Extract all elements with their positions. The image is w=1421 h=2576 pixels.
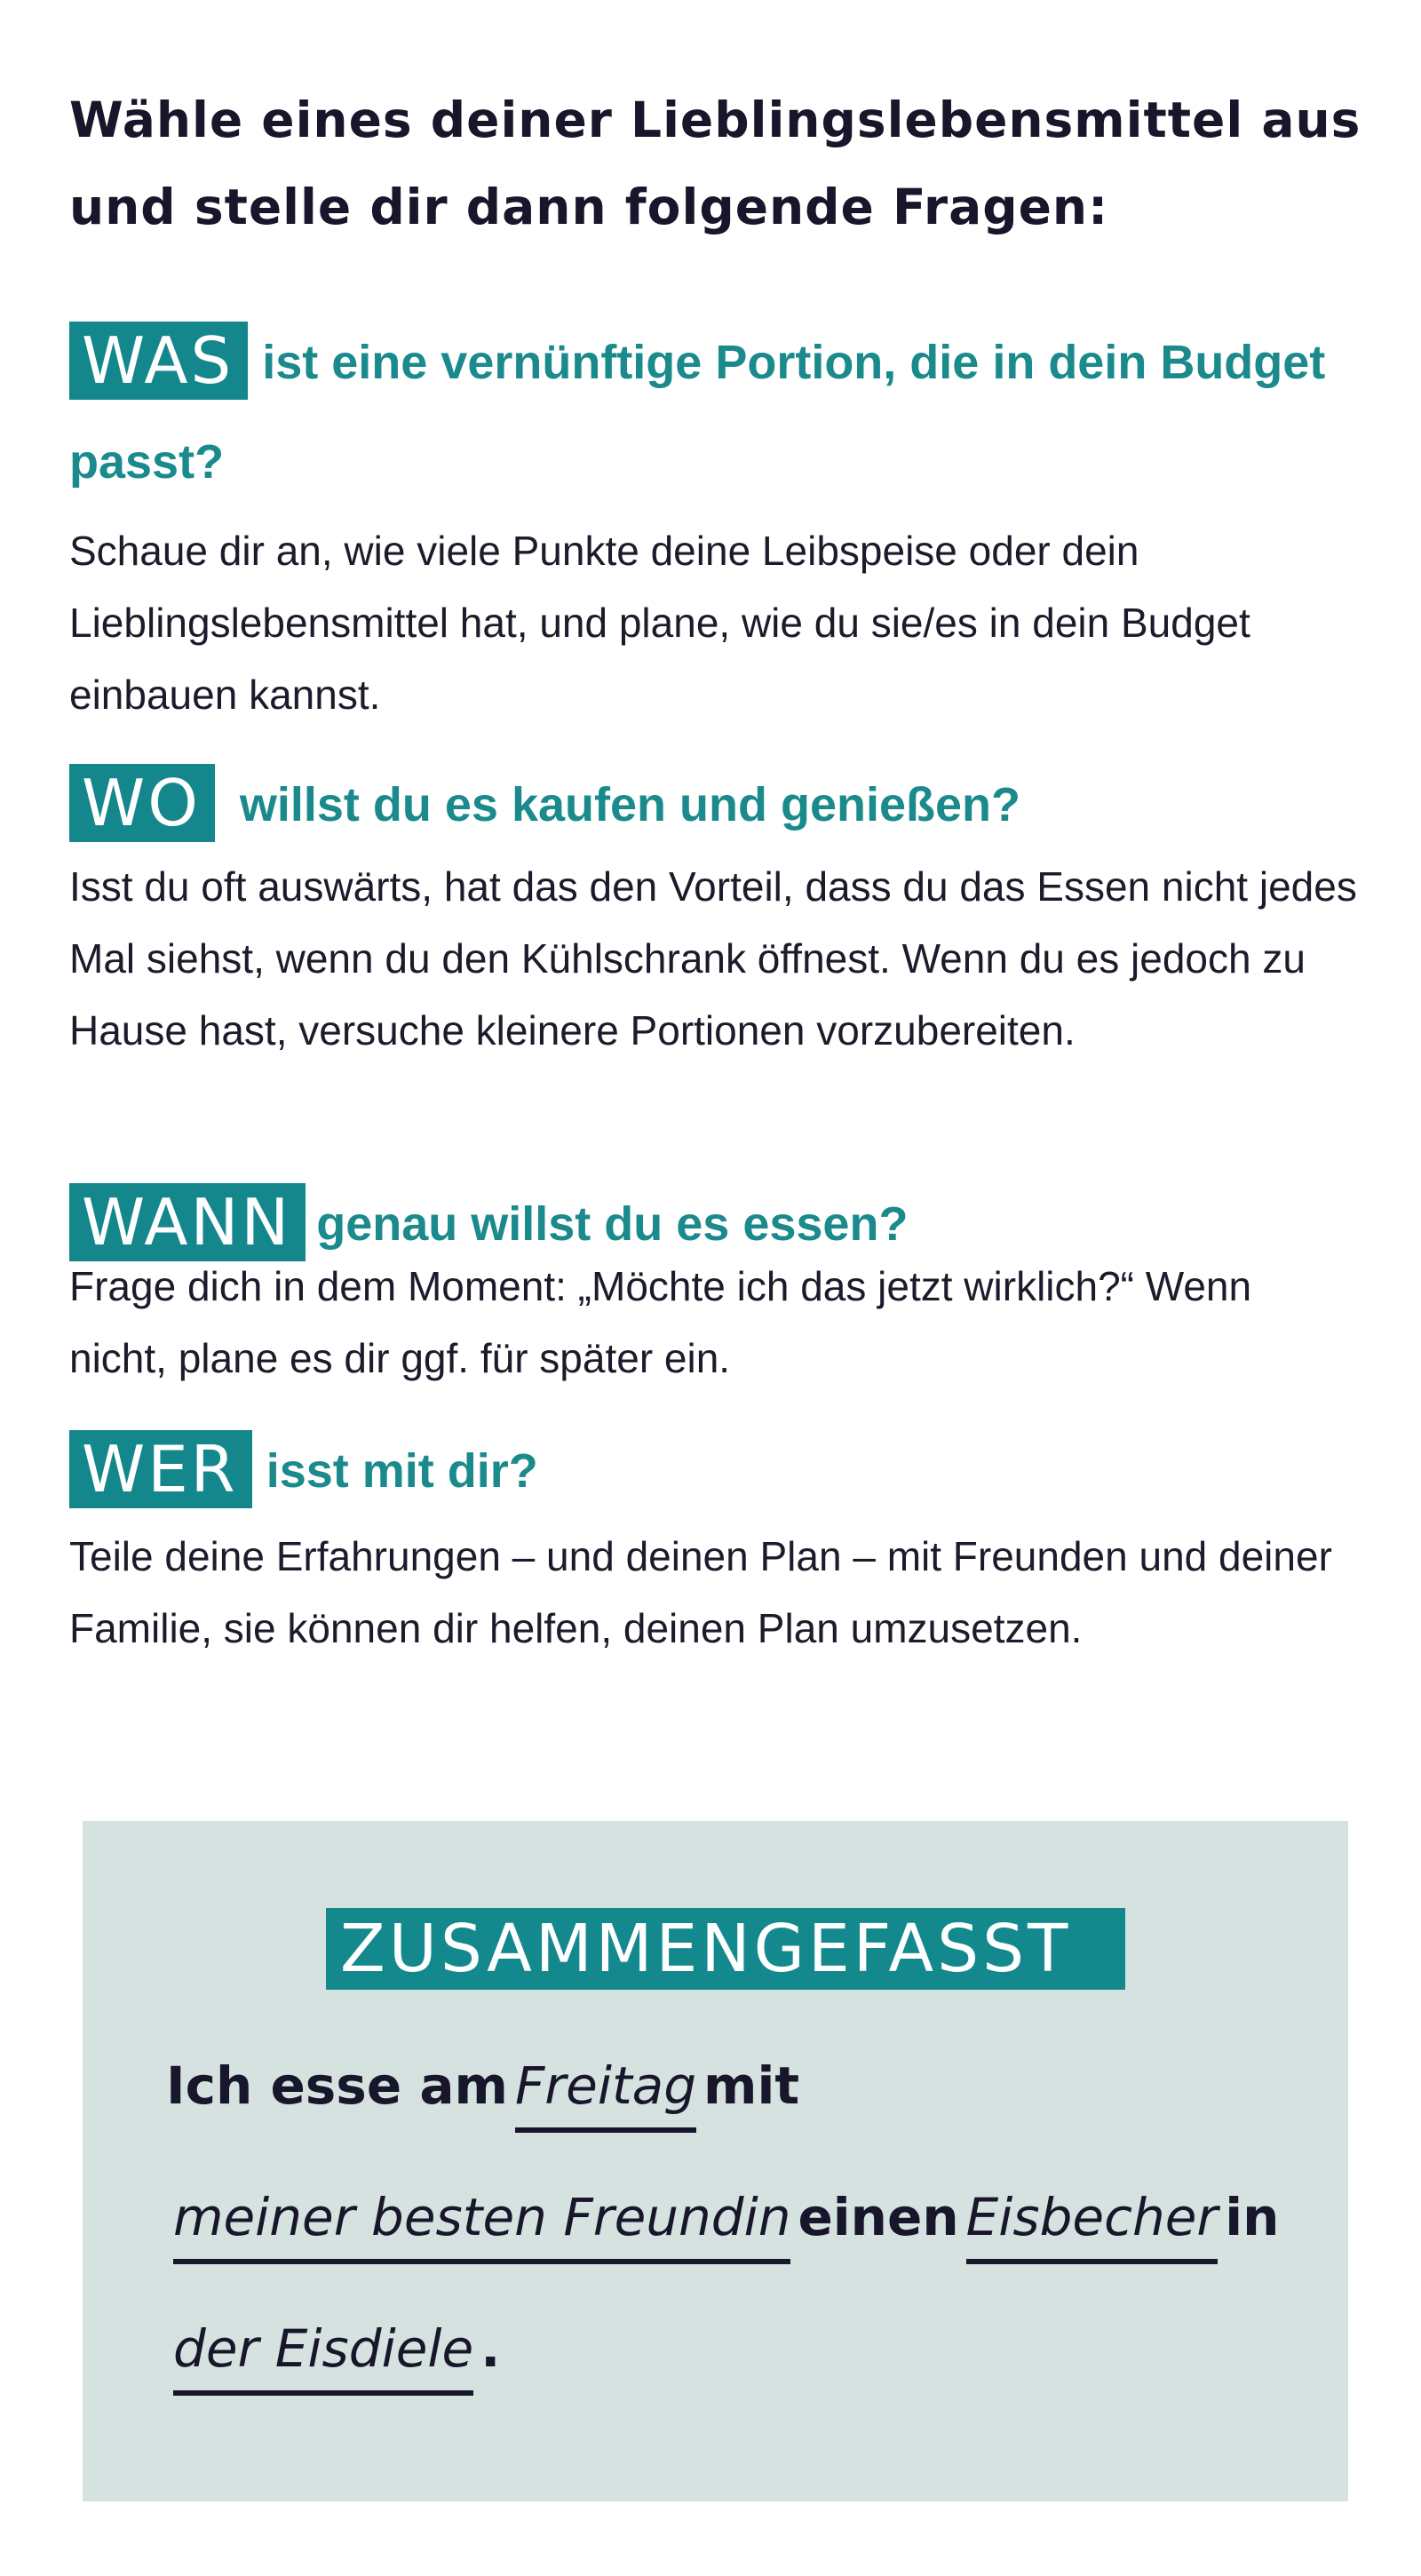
- section-tag: WO: [69, 764, 215, 842]
- summary-title: ZUSAMMENGEFASST: [326, 1908, 1125, 1990]
- section-question: ist eine vernünftige Portion, die in dein Budget passt?: [69, 336, 1326, 489]
- summary-box: [83, 1821, 1348, 2501]
- summary-fill-day: Freitag: [515, 2049, 696, 2133]
- summary-text: in: [1225, 2187, 1280, 2247]
- section-question: genau willst du es essen?: [316, 1197, 909, 1251]
- section-tag: WAS: [69, 322, 248, 400]
- summary-text: Ich esse am: [166, 2055, 508, 2116]
- summary-fill-place: der Eisdiele: [173, 2312, 473, 2396]
- section-heading: [69, 755, 1357, 855]
- summary-text: einen: [798, 2187, 959, 2247]
- section-heading: [69, 313, 1357, 512]
- section-body: Teile deine Erfahrungen – und deinen Plan – mit Freunden und deiner Familie, sie können dir helfen, deinen Plan umzusetzen.: [69, 1533, 1332, 1651]
- summary-fill-company: meiner besten Freundin: [173, 2181, 790, 2264]
- summary-fill-food: Eisbecher: [966, 2181, 1219, 2264]
- section-heading: [69, 1421, 1357, 1521]
- summary-sentence: [166, 2020, 1285, 2414]
- summary-text: mit: [703, 2055, 800, 2116]
- section-tag: WER: [69, 1430, 252, 1508]
- section-wann: [69, 1174, 1357, 1395]
- section-question: willst du es kaufen und genießen?: [239, 778, 1020, 831]
- section-body: Isst du oft auswärts, hat das den Vorteil, dass du das Essen nicht jedes Mal siehst, wenn du den Kühlschrank öffnest. Wenn du es jedoch zu Hause hast, versuche kleinere Portionen vorzubereiten.: [69, 863, 1357, 1053]
- section-was: [69, 313, 1357, 731]
- summary-end: .: [480, 2318, 501, 2379]
- section-question: isst mit dir?: [266, 1444, 538, 1498]
- section-body: Frage dich in dem Moment: „Möchte ich das jetzt wirklich?“ Wenn nicht, plane es dir ggf. für später ein.: [69, 1263, 1252, 1381]
- section-wer: [69, 1421, 1357, 1665]
- section-wo: [69, 755, 1357, 1067]
- section-tag: WANN: [69, 1183, 306, 1261]
- section-body: Schaue dir an, wie viele Punkte deine Leibspeise oder dein Lieblingslebensmittel hat, und plane, wie du sie/es in dein Budget einbauen kannst.: [69, 528, 1250, 718]
- intro-heading: Wähle eines deiner Lieblingslebensmittel aus und stelle dir dann folgende Fragen:: [69, 91, 1361, 235]
